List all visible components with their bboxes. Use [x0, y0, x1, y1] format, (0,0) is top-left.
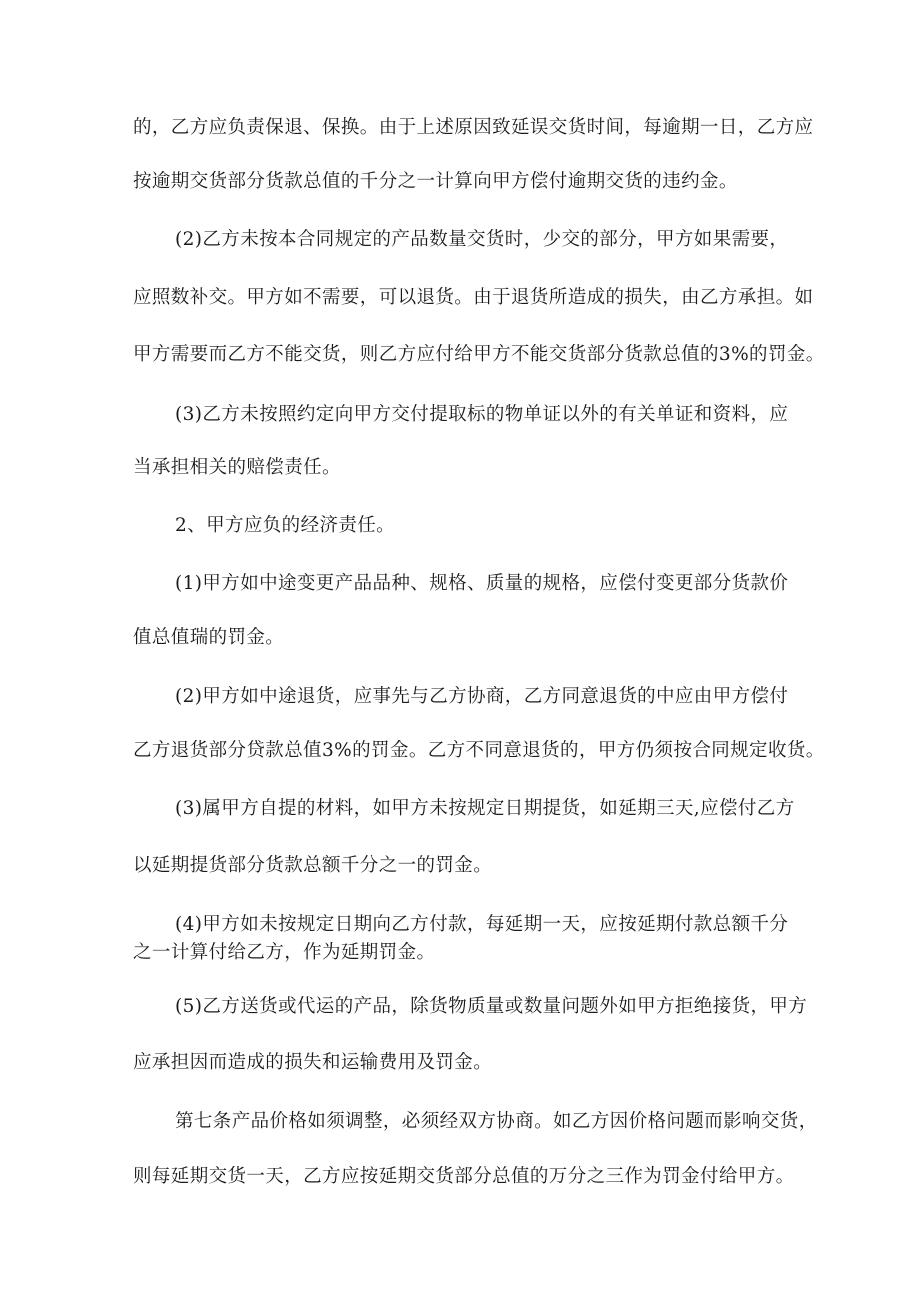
text-line: 值总值瑞的罚金。: [133, 627, 285, 648]
section-heading: 2、甲方应负的经济责任。: [175, 515, 396, 536]
text-line: 乙方退货部分贷款总值3%的罚金。乙方不同意退货的，甲方仍须按合同规定收货。: [133, 740, 825, 761]
text-line: (3)属甲方自提的材料，如甲方未按规定日期提货，如延期三天,应偿付乙方: [175, 798, 795, 819]
text-line: (1)甲方如中途变更产品品种、规格、质量的规格，应偿付变更部分货款价: [175, 573, 789, 594]
text-line: (2)甲方如中途退货，应事先与乙方协商，乙方同意退货的中应由甲方偿付: [175, 686, 789, 707]
text-line: 当承担相关的赔偿责任。: [133, 457, 341, 478]
text-line: 第七条产品价格如须调整，必须经双方协商。如乙方因价格问题而影响交货，: [175, 1111, 818, 1132]
text-line: (2)乙方未按本合同规定的产品数量交货时，少交的部分，甲方如果需要，: [175, 229, 789, 250]
text-line: 应照数补交。甲方如不需要，可以退货。由于退货所造成的损失，由乙方承担。如: [133, 287, 814, 308]
text-line: 则每延期交货一天，乙方应按延期交货部分总值的万分之三作为罚金付给甲方。: [133, 1166, 795, 1187]
text-line: 的，乙方应负责保退、保换。由于上述原因致延误交货时间，每逾期一日，乙方应: [133, 117, 814, 138]
text-line: 甲方需要而乙方不能交货，则乙方应付给甲方不能交货部分货款总值的3%的罚金。: [133, 344, 825, 365]
text-line: 应承担因而造成的损失和运输费用及罚金。: [133, 1052, 493, 1073]
text-line: 以延期提货部分货款总额千分之一的罚金。: [133, 855, 493, 876]
text-line: (3)乙方未按照约定向甲方交付提取标的物单证以外的有关单证和资料，应: [175, 404, 789, 425]
text-line: (5)乙方送货或代运的产品，除货物质量或数量问题外如甲方拒绝接货，甲方: [175, 996, 808, 1017]
text-line: 之一计算付给乙方，作为延期罚金。: [133, 942, 436, 963]
text-line: (4)甲方如未按规定日期向乙方付款，每延期一天，应按延期付款总额千分: [175, 914, 789, 935]
text-line: 按逾期交货部分货款总值的千分之一计算向甲方偿付逾期交货的违约金。: [133, 171, 738, 192]
